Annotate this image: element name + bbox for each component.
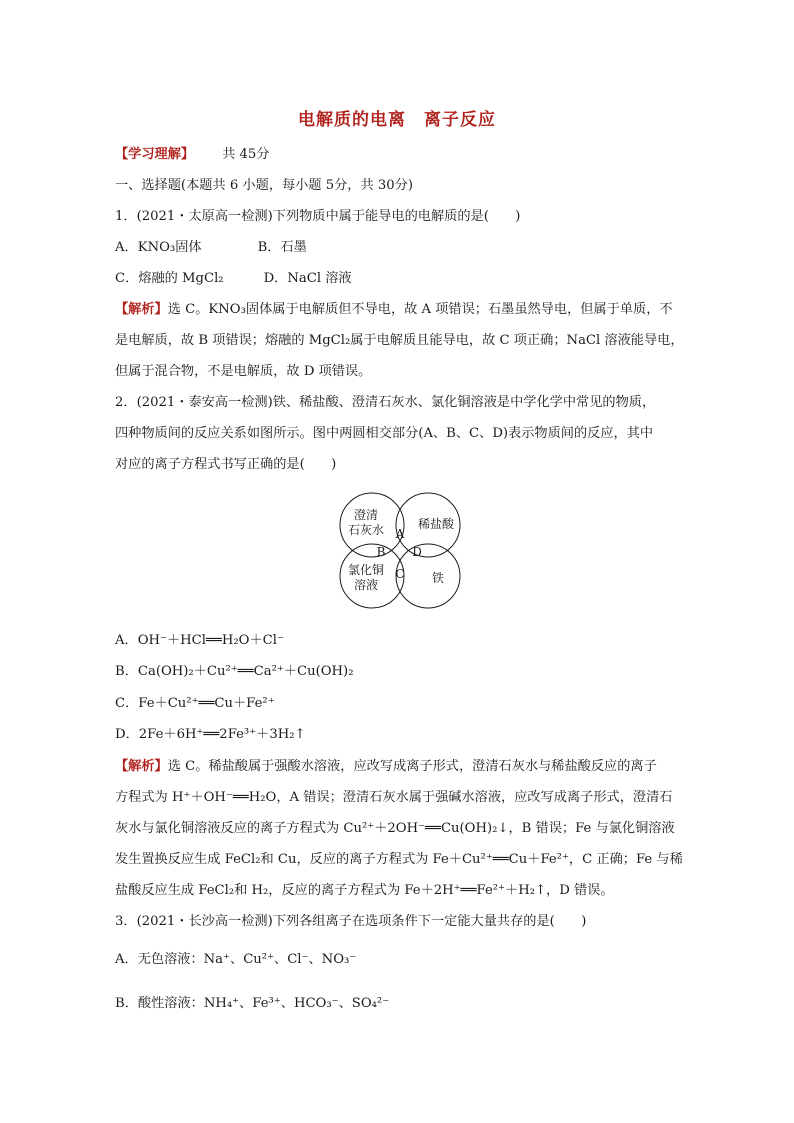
question-2-analysis-line-2: 方程式为 H⁺＋OH⁻══H₂O，A 错误；澄清石灰水属于强碱水溶液，应改写成离子形式，澄清石 <box>115 790 673 805</box>
label-copper-chloride-2: 溶液 <box>353 578 379 592</box>
page-title: 电解质的电离 离子反应 <box>298 110 496 130</box>
question-2-option-d: D．2Fe＋6H⁺══2Fe³⁺＋3H₂↑ <box>115 727 306 742</box>
question-2-analysis-line-5: 盐酸反应生成 FeCl₂和 H₂，反应的离子方程式为 Fe＋2H⁺══Fe²⁺＋H₂↑，D 错误。 <box>115 883 614 898</box>
question-1-stem: 1．(2021・太原高一检测)下列物质中属于能导电的电解质的是( ) <box>115 209 521 224</box>
question-2-stem-line-2: 四种物质间的反应关系如图所示。图中两圆相交部分(A、B、C、D)表示物质间的反应，其中 <box>115 426 654 441</box>
question-2-analysis-line-3: 灰水与氯化铜溶液反应的离子方程式为 Cu²⁺＋2OH⁻══Cu(OH)₂↓，B 错误；Fe 与氯化铜溶液 <box>115 821 675 836</box>
option-c: C．熔融的 MgCl₂ <box>115 271 224 286</box>
label-copper-chloride-1: 氯化铜 <box>347 563 385 577</box>
question-2-analysis-line-4: 发生置换反应生成 FeCl₂和 Cu，反应的离子方程式为 Fe＋Cu²⁺══Cu＋Fe²⁺，C 正确；Fe 与稀 <box>115 852 683 867</box>
label-lime-water-1: 澄清 <box>353 508 379 522</box>
question-2-option-a: A．OH⁻＋HCl══H₂O＋Cl⁻ <box>115 633 284 648</box>
intersection-b: B <box>376 545 386 559</box>
question-3-stem: 3．(2021・长沙高一检测)下列各组离子在选项条件下一定能大量共存的是( ) <box>115 914 587 929</box>
analysis-label: 【解析】 <box>115 759 168 774</box>
intersection-a: A <box>395 527 405 541</box>
option-b: B．石墨 <box>257 240 307 255</box>
question-1-options-cd <box>115 269 685 289</box>
question-2-stem-line-1: 2．(2021・泰安高一检测)铁、稀盐酸、澄清石灰水、氯化铜溶液是中学化学中常见的物质， <box>115 395 656 410</box>
question-3-option-a: A．无色溶液：Na⁺、Cu²⁺、Cl⁻、NO₃⁻ <box>115 952 357 967</box>
question-3-option-b: B．酸性溶液：NH₄⁺、Fe³⁺、HCO₃⁻、SO₄²⁻ <box>115 996 390 1011</box>
label-iron: 铁 <box>431 571 445 585</box>
option-d: D．NaCl 溶液 <box>263 271 352 286</box>
analysis-label: 【解析】 <box>115 302 168 317</box>
question-1-analysis-line-3: 但属于混合物，不是电解质，故 D 项错误。 <box>115 364 372 379</box>
intersection-c: C <box>395 567 405 581</box>
section-label: 【学习理解】 <box>115 147 195 162</box>
question-1-options-ab <box>115 238 685 258</box>
question-2-option-b: B．Ca(OH)₂＋Cu²⁺══Ca²⁺＋Cu(OH)₂ <box>115 664 354 679</box>
part-heading: 一、选择题(本题共 6 小题，每小题 5分，共 30分) <box>115 178 413 193</box>
intersection-d: D <box>412 545 422 559</box>
question-2-analysis-line-1: 【解析】选 C。稀盐酸属于强酸水溶液，应改写成离子形式，澄清石灰水与稀盐酸反应的离子 <box>115 759 657 774</box>
section-header <box>115 145 685 165</box>
label-hydrochloric-acid: 稀盐酸 <box>417 517 455 531</box>
question-2-option-c: C．Fe＋Cu²⁺══Cu＋Fe²⁺ <box>115 696 275 711</box>
question-2-stem-line-3: 对应的离子方程式书写正确的是( ) <box>115 457 337 472</box>
circle-iron <box>396 544 460 608</box>
question-1-analysis-line-1: 【解析】选 C。KNO₃固体属于电解质但不导电，故 A 项错误；石墨虽然导电，但属于单质，不 <box>115 302 673 317</box>
label-lime-water-2: 石灰水 <box>347 523 385 537</box>
section-score: 共 45分 <box>222 147 270 162</box>
question-1-analysis-line-2: 是电解质，故 B 项错误；熔融的 MgCl₂属于电解质且能导电，故 C 项正确；NaCl 溶液能导电， <box>115 333 684 348</box>
reaction-venn-diagram <box>330 492 470 612</box>
option-a: A．KNO₃固体 <box>115 240 202 255</box>
